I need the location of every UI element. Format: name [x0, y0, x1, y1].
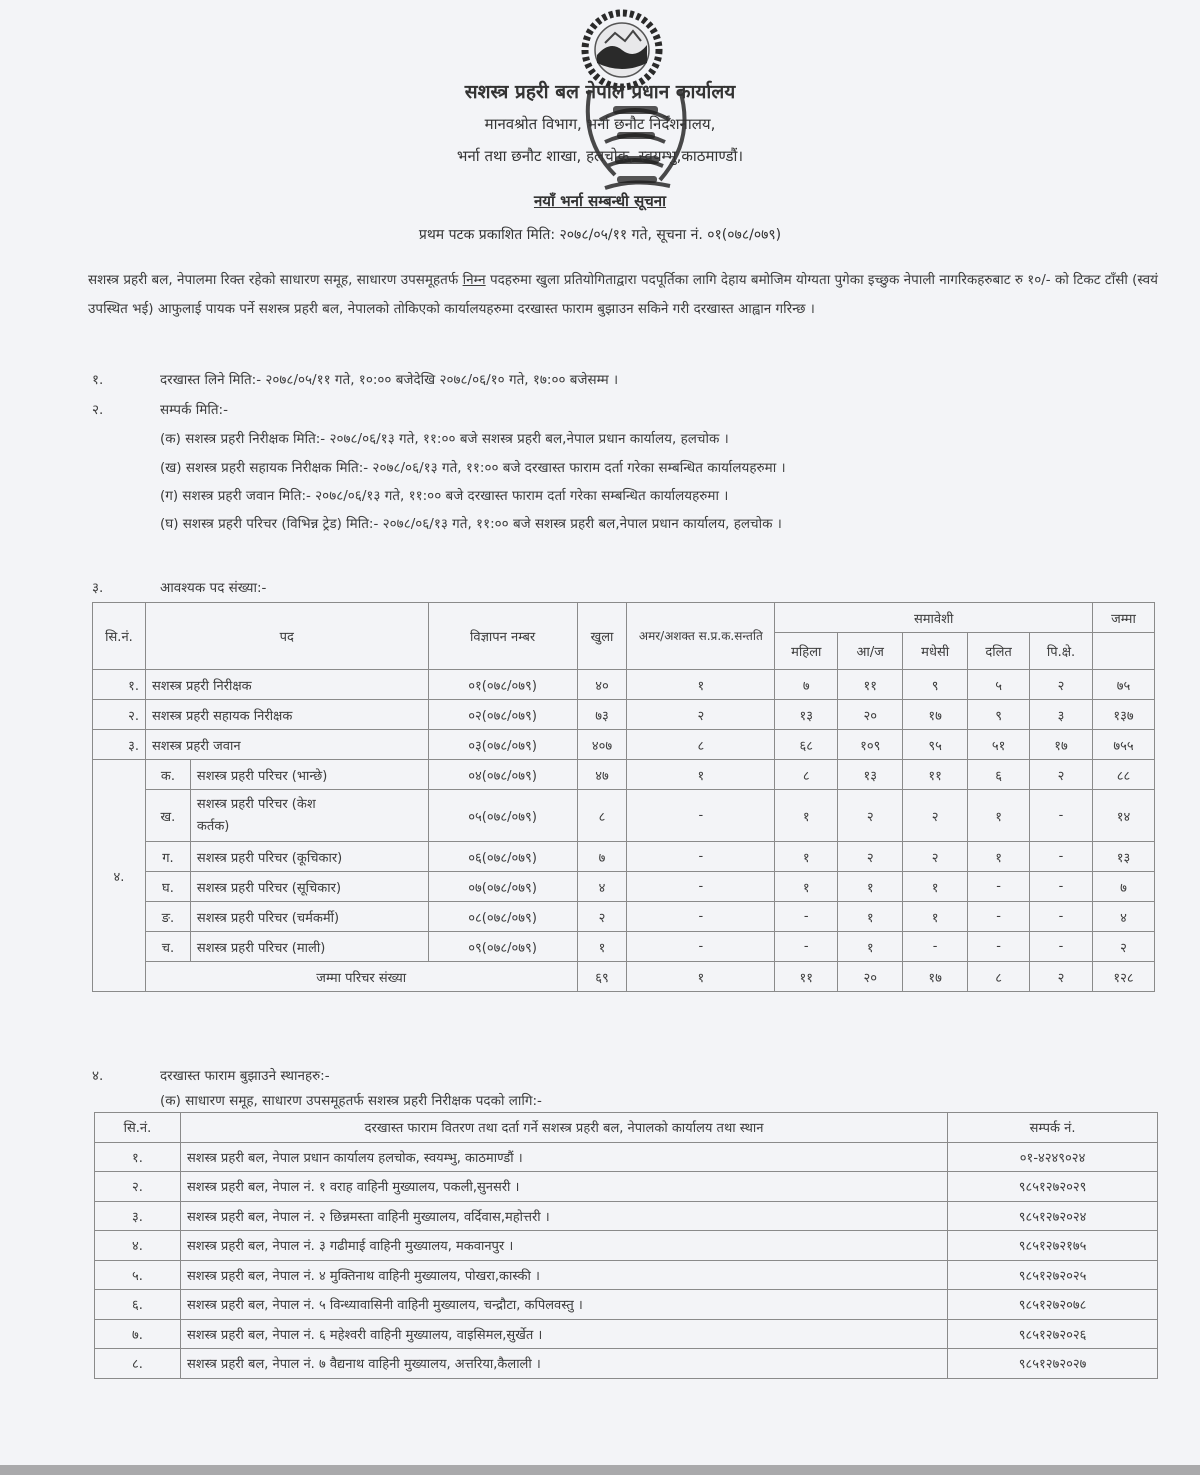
cell-ad-no: ०३(०७८/०७९) — [428, 730, 577, 760]
cell-contact: ९८५१२७२०२९ — [948, 1172, 1158, 1202]
contact-date-item: (क) सशस्त्र प्रहरी निरीक्षक मिति:- २०७८/०६/१३ गते, ११:०० बजे सशस्त्र प्रहरी बल,नेपाल प्रधान कार्यालय, हलचोक । — [160, 431, 729, 447]
cell-subtotal-open: ६९ — [577, 962, 627, 992]
cell-martyr: - — [627, 872, 775, 902]
intro-text-a: सशस्त्र प्रहरी बल, नेपालमा रिक्त रहेको साधारण समूह, साधारण उपसमूहतर्फ — [88, 272, 459, 288]
cell-ad-no: ०५(०७८/०७९) — [428, 790, 577, 842]
header-janajati: आ/ज — [838, 633, 903, 670]
cell-backward: - — [1030, 790, 1093, 842]
section-2-title: सम्पर्क मिति:- — [160, 402, 228, 418]
table-row — [93, 760, 1155, 790]
header-women: महिला — [775, 633, 838, 670]
cell-madhesi: १७ — [903, 700, 968, 730]
cell-sn: २. — [93, 700, 146, 730]
cell-sn: १. — [95, 1142, 181, 1172]
cell-women: १ — [775, 872, 838, 902]
cell-open: ४०७ — [577, 730, 627, 760]
cell-women: १३ — [775, 700, 838, 730]
cell-janajati: २० — [838, 700, 903, 730]
cell-sub-sn: क. — [145, 760, 190, 790]
cell-madhesi: १ — [903, 872, 968, 902]
cell-office: सशस्त्र प्रहरी बल, नेपाल नं. ७ वैद्यनाथ वाहिनी मुख्यालय, अत्तरिया,कैलाली । — [180, 1349, 947, 1379]
cell-contact: ९८५१२७२१७५ — [948, 1231, 1158, 1261]
cell-janajati: ११ — [838, 670, 903, 700]
header-madhesi: मधेसी — [903, 633, 968, 670]
cell-janajati: १०९ — [838, 730, 903, 760]
cell-madhesi: २ — [903, 790, 968, 842]
cell-backward: - — [1030, 842, 1093, 872]
cell-office: सशस्त्र प्रहरी बल, नेपाल नं. १ वराह वाहिनी मुख्यालय, पकली,सुनसरी । — [180, 1172, 947, 1202]
cell-women: - — [775, 932, 838, 962]
cell-open: ४७ — [577, 760, 627, 790]
contact-date-item: (घ) सशस्त्र प्रहरी परिचर (विभिन्न ट्रेड) मिति:- २०७८/०६/१३ गते, ११:०० बजे सशस्त्र प्रहरी बल,नेपाल प्रधान कार्यालय, हलचोक । — [160, 516, 782, 532]
cell-madhesi: ९५ — [903, 730, 968, 760]
cell-janajati: २ — [838, 842, 903, 872]
table-row — [93, 700, 1155, 730]
cell-post: सशस्त्र प्रहरी सहायक निरीक्षक — [145, 700, 428, 730]
cell-backward: २ — [1030, 670, 1093, 700]
header-open: खुला — [577, 603, 627, 670]
cell-contact: ०१-४२४९०२४ — [948, 1142, 1158, 1172]
cell-sn: ६. — [95, 1290, 181, 1320]
cell-dalit: ५ — [968, 670, 1030, 700]
cell-martyr: २ — [627, 700, 775, 730]
cell-madhesi: १ — [903, 902, 968, 932]
cell-madhesi: - — [903, 932, 968, 962]
section-2-number: २. — [92, 402, 104, 418]
cell-contact: ९८५१२७२०७८ — [948, 1290, 1158, 1320]
cell-post: सशस्त्र प्रहरी परिचर (भान्छे) — [190, 760, 428, 790]
table-row — [95, 1172, 1158, 1202]
cell-dalit: - — [968, 932, 1030, 962]
cell-open: ७३ — [577, 700, 627, 730]
loc-header-contact: सम्पर्क नं. — [948, 1113, 1158, 1143]
cell-backward: ३ — [1030, 700, 1093, 730]
cell-backward: - — [1030, 902, 1093, 932]
cell-sn: ३. — [95, 1201, 181, 1231]
cell-martyr: ८ — [627, 730, 775, 760]
cell-women: १ — [775, 790, 838, 842]
cell-backward: २ — [1030, 760, 1093, 790]
header-ad-no: विज्ञापन नम्बर — [428, 603, 577, 670]
table-row — [95, 1349, 1158, 1379]
cell-dalit: १ — [968, 790, 1030, 842]
table-row — [95, 1142, 1158, 1172]
header-total: जम्मा — [1092, 603, 1154, 633]
cell-subtotal-women: ११ — [775, 962, 838, 992]
cell-madhesi: २ — [903, 842, 968, 872]
cell-sub-sn: घ. — [145, 872, 190, 902]
cell-dalit: - — [968, 872, 1030, 902]
cell-women: ७ — [775, 670, 838, 700]
cell-post: सशस्त्र प्रहरी परिचर (माली) — [190, 932, 428, 962]
section-3-number: ३. — [92, 580, 104, 596]
cell-office: सशस्त्र प्रहरी बल, नेपाल प्रधान कार्यालय हलचोक, स्वयम्भु, काठमाण्डौं । — [180, 1142, 947, 1172]
bottom-edge — [0, 1465, 1200, 1475]
table-row — [95, 1290, 1158, 1320]
cell-backward: - — [1030, 872, 1093, 902]
cell-contact: ९८५१२७२०२४ — [948, 1201, 1158, 1231]
cell-total: २ — [1092, 932, 1154, 962]
cell-contact: ९८५१२७२०२६ — [948, 1319, 1158, 1349]
cell-open: ४० — [577, 670, 627, 700]
cell-contact: ९८५१२७२०२५ — [948, 1260, 1158, 1290]
cell-contact: ९८५१२७२०२७ — [948, 1349, 1158, 1379]
section-4-number: ४. — [92, 1068, 104, 1084]
cell-martyr: - — [627, 902, 775, 932]
cell-backward: १७ — [1030, 730, 1093, 760]
table-row — [95, 1201, 1158, 1231]
cell-sn: ३. — [93, 730, 146, 760]
section-1-number: १. — [92, 372, 104, 388]
cell-total: ७ — [1092, 872, 1154, 902]
section-1-text: दरखास्त लिने मिति:- २०७८/०५/११ गते, १०:०० बजेदेखि २०७८/०६/१० गते, १७:०० बजेसम्म । — [160, 372, 619, 388]
header-sn: सि.नं. — [93, 603, 146, 670]
cell-martyr: - — [627, 932, 775, 962]
cell-total: ४ — [1092, 902, 1154, 932]
cell-open: ७ — [577, 842, 627, 872]
cell-janajati: २ — [838, 790, 903, 842]
cell-martyr: १ — [627, 670, 775, 700]
cell-total: ८८ — [1092, 760, 1154, 790]
cell-sn: ७. — [95, 1319, 181, 1349]
table-row — [95, 1319, 1158, 1349]
header-inclusive: समावेशी — [775, 603, 1093, 633]
cell-office: सशस्त्र प्रहरी बल, नेपाल नं. ४ मुक्तिनाथ वाहिनी मुख्यालय, पोखरा,कास्की । — [180, 1260, 947, 1290]
cell-janajati: १ — [838, 872, 903, 902]
cell-subtotal-martyr: १ — [627, 962, 775, 992]
cell-ad-no: ०२(०७८/०७९) — [428, 700, 577, 730]
table-row — [95, 1231, 1158, 1261]
cell-ad-no: ०८(०७८/०७९) — [428, 902, 577, 932]
header-post: पद — [145, 603, 428, 670]
cell-open: ४ — [577, 872, 627, 902]
posts-table — [92, 602, 1155, 992]
cell-subtotal-backward: २ — [1030, 962, 1093, 992]
contact-date-item: (ख) सशस्त्र प्रहरी सहायक निरीक्षक मिति:- २०७८/०६/१३ गते, ११:०० बजे दरखास्त फाराम दर्ता गरेका सम्बन्धित कार्यालयहरुमा । — [160, 460, 786, 476]
cell-post: सशस्त्र प्रहरी परिचर (सूचिकार) — [190, 872, 428, 902]
contact-date-item: (ग) सशस्त्र प्रहरी जवान मिति:- २०७८/०६/१३ गते, ११:०० बजे दरखास्त फाराम दर्ता गरेका सम्बन्धित कार्यालयहरुमा । — [160, 488, 729, 504]
cell-ad-no: ०६(०७८/०७९) — [428, 842, 577, 872]
cell-office: सशस्त्र प्रहरी बल, नेपाल नं. ३ गढीमाई वाहिनी मुख्यालय, मकवानपुर । — [180, 1231, 947, 1261]
cell-sub-sn: ङ. — [145, 902, 190, 932]
cell-ad-no: ०९(०७८/०७९) — [428, 932, 577, 962]
table-row — [93, 842, 1155, 872]
cell-sn: २. — [95, 1172, 181, 1202]
cell-post: सशस्त्र प्रहरी जवान — [145, 730, 428, 760]
organization-title: सशस्त्र प्रहरी बल नेपाल प्रधान कार्यालय — [464, 81, 736, 103]
section-3-title: आवश्यक पद संख्या:- — [160, 580, 267, 596]
cell-dalit: १ — [968, 842, 1030, 872]
subtotal-row — [93, 962, 1155, 992]
cell-janajati: १३ — [838, 760, 903, 790]
cell-subtotal-madhesi: १७ — [903, 962, 968, 992]
cell-total: १३७ — [1092, 700, 1154, 730]
branch-line: भर्ना तथा छनौट शाखा, हलचोक, स्वयम्भु,काठमाण्डौं। — [456, 147, 744, 165]
table-row — [93, 730, 1155, 760]
cell-post: सशस्त्र प्रहरी परिचर (केश कर्तक) — [190, 790, 428, 842]
cell-madhesi: ११ — [903, 760, 968, 790]
cell-subtotal-label: जम्मा परिचर संख्या — [145, 962, 577, 992]
cell-women: - — [775, 902, 838, 932]
cell-subtotal-dalit: ८ — [968, 962, 1030, 992]
cell-sub-sn: च. — [145, 932, 190, 962]
cell-total: १४ — [1092, 790, 1154, 842]
cell-sub-sn: ख. — [145, 790, 190, 842]
cell-backward: - — [1030, 932, 1093, 962]
cell-open: २ — [577, 902, 627, 932]
cell-open: १ — [577, 932, 627, 962]
cell-post: सशस्त्र प्रहरी परिचर (कूचिकार) — [190, 842, 428, 872]
intro-text-b: पदहरुमा खुला प्रतियोगिताद्वारा पदपूर्तिका लागि देहाय बमोजिम योग्यता पुगेका इच्छुक नेपाली नागरिकहरुबाट रु १०/- को टिकट टाँसी (स्वयं उपस्थित भई) आफुलाई पायक पर्ने सशस्त्र प्रहरी बल, नेपालको तोकिएको कार्यालयहरुमा दरखास्त फाराम बुझाउन सकिने गरी दरखास्त आह्वान गरिन्छ । — [88, 272, 1159, 317]
cell-group-sn: ४. — [93, 760, 146, 992]
section-4-title: दरखास्त फाराम बुझाउने स्थानहरु:- — [160, 1068, 330, 1084]
cell-women: ६८ — [775, 730, 838, 760]
cell-women: १ — [775, 842, 838, 872]
cell-office: सशस्त्र प्रहरी बल, नेपाल नं. ५ विन्ध्यावासिनी वाहिनी मुख्यालय, चन्द्रौटा, कपिलवस्तु । — [180, 1290, 947, 1320]
cell-dalit: ५१ — [968, 730, 1030, 760]
table-row — [93, 932, 1155, 962]
cell-martyr: - — [627, 790, 775, 842]
locations-table — [94, 1112, 1158, 1379]
cell-total: ७५५ — [1092, 730, 1154, 760]
cell-post: सशस्त्र प्रहरी निरीक्षक — [145, 670, 428, 700]
header-martyr: अमर/अशक्त स.प्र.क.सन्तति — [627, 603, 775, 670]
cell-sn: ५. — [95, 1260, 181, 1290]
section-4-subtitle: (क) साधारण समूह, साधारण उपसमूहतर्फ सशस्त्र प्रहरी निरीक्षक पदको लागि:- — [160, 1093, 542, 1109]
cell-ad-no: ०७(०७८/०७९) — [428, 872, 577, 902]
cell-post: सशस्त्र प्रहरी परिचर (चर्मकर्मी) — [190, 902, 428, 932]
cell-ad-no: ०४(०७८/०७९) — [428, 760, 577, 790]
department-line: मानवश्रोत विभाग, भर्ना छनौट निर्देशनालय, — [484, 115, 716, 133]
cell-office: सशस्त्र प्रहरी बल, नेपाल नं. २ छिन्नमस्ता वाहिनी मुख्यालय, वर्दिवास,महोत्तरी । — [180, 1201, 947, 1231]
cell-dalit: ९ — [968, 700, 1030, 730]
intro-paragraph — [88, 266, 1158, 324]
intro-underlined: निम्न — [462, 272, 486, 288]
table-row — [95, 1260, 1158, 1290]
cell-sn: १. — [93, 670, 146, 700]
cell-office: सशस्त्र प्रहरी बल, नेपाल नं. ६ महेश्वरी वाहिनी मुख्यालय, वाइसिमल,सुर्खेत । — [180, 1319, 947, 1349]
cell-ad-no: ०१(०७८/०७९) — [428, 670, 577, 700]
cell-janajati: १ — [838, 932, 903, 962]
loc-header-sn: सि.नं. — [95, 1113, 181, 1143]
table-row — [93, 902, 1155, 932]
publication-line: प्रथम पटक प्रकाशित मिति: २०७८/०५/११ गते, सूचना नं. ०१(०७८/०७९) — [418, 227, 782, 243]
cell-total: ७५ — [1092, 670, 1154, 700]
cell-subtotal-total: १२८ — [1092, 962, 1154, 992]
cell-martyr: - — [627, 842, 775, 872]
cell-madhesi: ९ — [903, 670, 968, 700]
header-backward: पि.क्षे. — [1030, 633, 1093, 670]
cell-sn: ८. — [95, 1349, 181, 1379]
cell-martyr: १ — [627, 760, 775, 790]
header-dalit: दलित — [968, 633, 1030, 670]
notice-title: नयाँ भर्ना सम्बन्धी सूचना — [533, 192, 667, 210]
cell-subtotal-janajati: २० — [838, 962, 903, 992]
table-row — [93, 790, 1155, 842]
cell-janajati: १ — [838, 902, 903, 932]
cell-sn: ४. — [95, 1231, 181, 1261]
cell-dalit: ६ — [968, 760, 1030, 790]
cell-total: १३ — [1092, 842, 1154, 872]
cell-women: ८ — [775, 760, 838, 790]
cell-open: ८ — [577, 790, 627, 842]
cell-sub-sn: ग. — [145, 842, 190, 872]
table-row — [93, 670, 1155, 700]
cell-dalit: - — [968, 902, 1030, 932]
loc-header-office: दरखास्त फाराम वितरण तथा दर्ता गर्ने सशस्त्र प्रहरी बल, नेपालको कार्यालय तथा स्थान — [180, 1113, 947, 1143]
table-row — [93, 872, 1155, 902]
header-total-blank — [1092, 633, 1154, 670]
